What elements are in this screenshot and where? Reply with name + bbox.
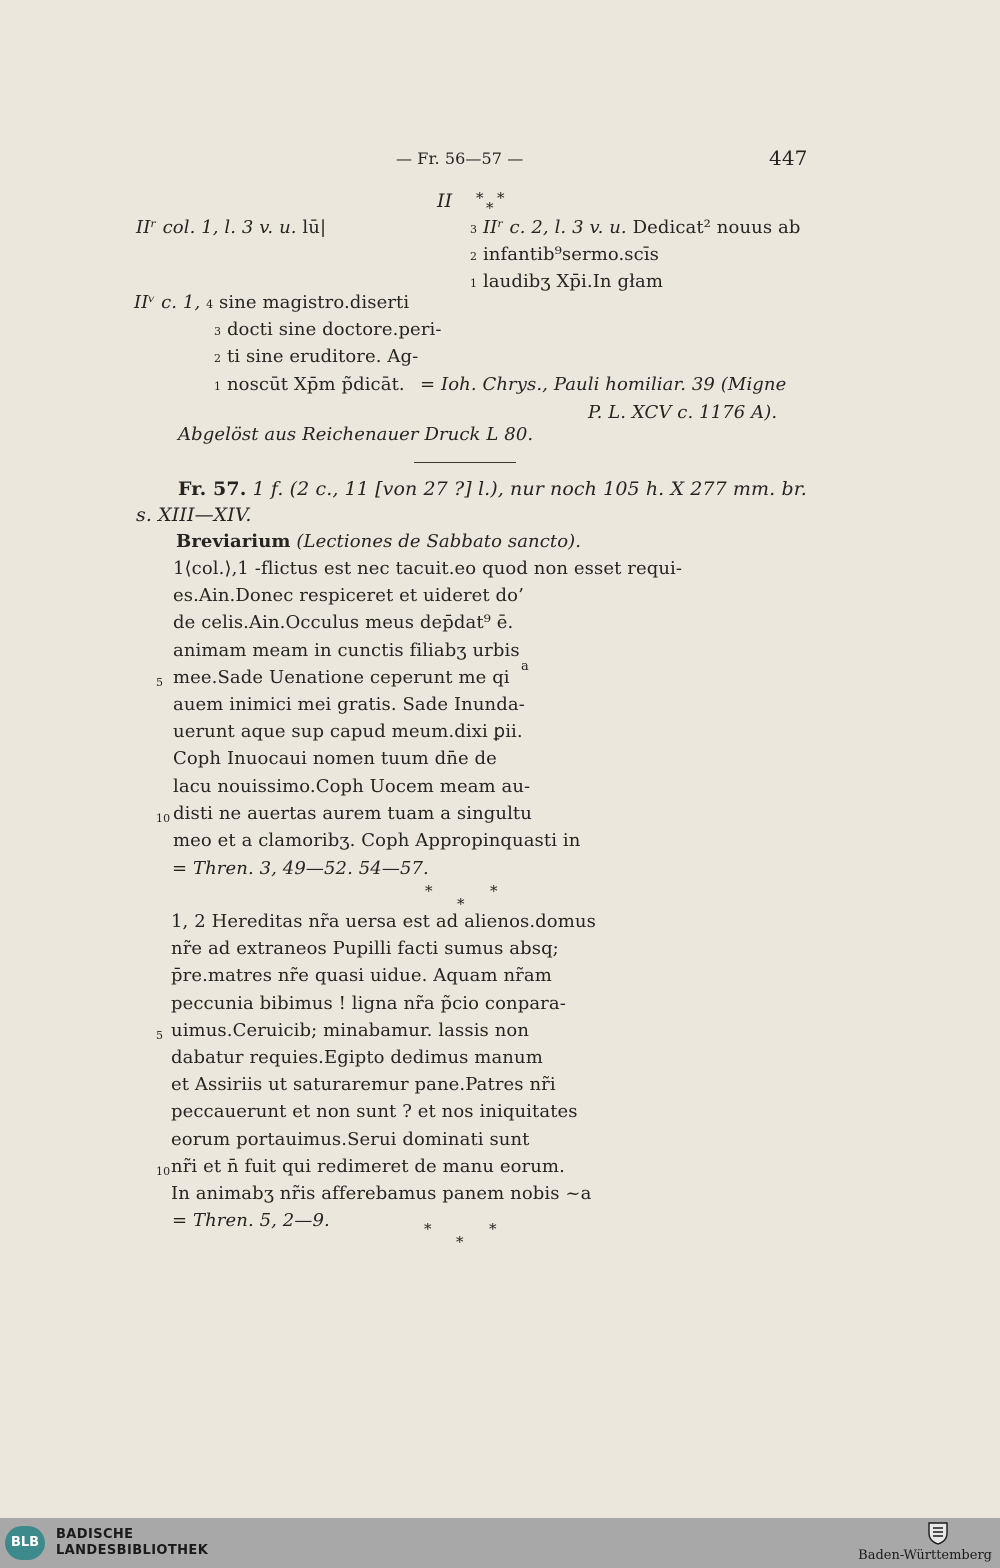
asterism-left: * xyxy=(476,189,484,207)
fr57-col2-line: dabatur requies.Egipto dedimus manum xyxy=(171,1047,543,1068)
fr57-col2-line: 1, 2 Hereditas nr̃a uersa est ad alienos.domus xyxy=(171,911,596,932)
fr57-col2-line-number: 10 xyxy=(156,1164,171,1178)
fr57-col1-line: mee.Sade Uenatione ceperunt me qi xyxy=(173,666,510,688)
fr56-verso-line-4: IIᵛ c. 1, 4 sine magistro.diserti xyxy=(134,292,410,313)
fr57-title: Fr. 57. xyxy=(178,478,247,500)
fr57-col1-line: Coph Inuocaui nomen tuum dn̄e de xyxy=(173,748,497,770)
state-name: Baden-Württemberg xyxy=(858,1548,992,1563)
fr57-col2-reference: = Thren. 5, 2—9. xyxy=(172,1210,330,1231)
asterism-left: * xyxy=(425,882,433,900)
fr57-col1-line: meo et a clamoribʒ. Coph Appropinquasti in xyxy=(173,830,581,851)
asterism-right: * xyxy=(490,882,498,900)
fr56-reference-2: P. L. XCV c. 1176 A). xyxy=(588,402,778,423)
fr57-col2-line: In animabʒ nr̃is afferebamus panem nobis ~a xyxy=(171,1183,592,1204)
fr56-verso-line-3: 3 docti sine doctore.peri- xyxy=(214,319,442,340)
fr57-col2-line: nr̃i et n̄ fuit qui redimeret de manu eorum. xyxy=(171,1155,565,1177)
fr57-col1-reference: = Thren. 3, 49—52. 54—57. xyxy=(172,858,429,879)
fr56-recto-right-line-1: 1 laudibʒ Xp̄i.In głam xyxy=(470,271,664,292)
fr56-verso-line-1: 1 noscūt Xp̄m p̃dicāt. xyxy=(214,374,405,395)
section-divider xyxy=(414,462,516,463)
fr57-col1-line: animam meam in cunctis filiabʒ urbis xyxy=(173,639,520,661)
fr57-col2-line: uimus.Ceruicib; minabamur. lassis non xyxy=(171,1019,530,1041)
fr57-col1-line: 1⟨col.⟩,1 -flictus est nec tacuit.eo quod non esset requi- xyxy=(173,558,683,579)
fr57-description-1: Fr. 57. 1 f. (2 c., 11 [von 27 ?] l.), nur noch 105 h. X 277 mm. br. xyxy=(178,478,807,500)
fr56-recto-left: IIʳ col. 1, l. 3 v. u. lū| xyxy=(136,217,327,238)
asterism-bottom: * xyxy=(486,199,494,217)
fr57-col2-line: nr̃e ad extraneos Pupilli facti sumus absq; xyxy=(171,938,559,960)
fr57-col2-line: p̄re.matres nr̃e quasi uidue. Aquam nr̃am xyxy=(171,965,552,987)
asterism-left: * xyxy=(424,1220,432,1238)
section-heading: II xyxy=(437,190,453,212)
fr56-reference-1: = Ioh. Chrys., Pauli homiliar. 39 (Migne xyxy=(420,374,787,395)
fr57-col1-line: lacu nouissimo.Coph Uocem meam au- xyxy=(173,775,531,797)
col1-superscript: a xyxy=(521,659,529,674)
fr57-col1-line: auem inimici mei gratis. Sade Inunda- xyxy=(173,694,525,715)
library-footer xyxy=(0,1518,1000,1568)
library-name[interactable]: BADISCHE LANDESBIBLIOTHEK xyxy=(56,1527,209,1558)
fr57-col1-line: disti ne auertas aurem tuam a singultu xyxy=(173,802,532,824)
fr57-col2-line: et Assiriis ut saturaremur pane.Patres nr̃i xyxy=(171,1074,556,1096)
fr57-description-2: s. XIII—XIV. xyxy=(136,504,252,526)
fr57-col2-line-number: 5 xyxy=(156,1028,164,1042)
fr57-col2-line: eorum portauimus.Serui dominati sunt xyxy=(171,1128,530,1150)
fr56-source-note: Abgelöst aus Reichenauer Druck L 80. xyxy=(178,424,534,445)
page-number: 447 xyxy=(769,146,808,170)
fr56-recto-right-line-3: 3 IIʳ c. 2, l. 3 v. u. Dedicat² nouus ab xyxy=(470,217,801,238)
fr57-col1-line-number: 5 xyxy=(156,675,164,689)
fr57-genre: Breviarium (Lectiones de Sabbato sancto). xyxy=(176,531,582,552)
asterism-right: * xyxy=(489,1220,497,1238)
running-title: — Fr. 56—57 — xyxy=(396,149,524,168)
blb-logo[interactable]: BLB xyxy=(5,1526,45,1560)
fr57-col2-line: peccunia bibimus ! ligna nr̃a p̃cio conpara- xyxy=(171,992,566,1014)
fr56-verso-line-2: 2 ti sine eruditore. Ag- xyxy=(214,346,419,367)
fr57-col1-line-number: 10 xyxy=(156,811,171,825)
fr56-recto-right-line-2: 2 infantib⁹sermo.scīs xyxy=(470,244,660,265)
fr57-col1-line: de celis.Ain.Occulus meus dep̄dat⁹ ē. xyxy=(173,612,514,634)
asterism-bottom: * xyxy=(456,1233,464,1251)
fr57-col1-line: es.Ain.Donec respiceret et uideret do’ xyxy=(173,585,524,607)
coat-of-arms-icon xyxy=(925,1520,951,1546)
fr57-col1-line: uerunt aque sup capud meum.dixi ꝑii. xyxy=(173,721,523,743)
asterism-right: * xyxy=(497,189,505,207)
fr57-col2-line: peccauerunt et non sunt ? et nos iniquitates xyxy=(171,1101,578,1123)
asterism-bottom: * xyxy=(457,895,465,913)
